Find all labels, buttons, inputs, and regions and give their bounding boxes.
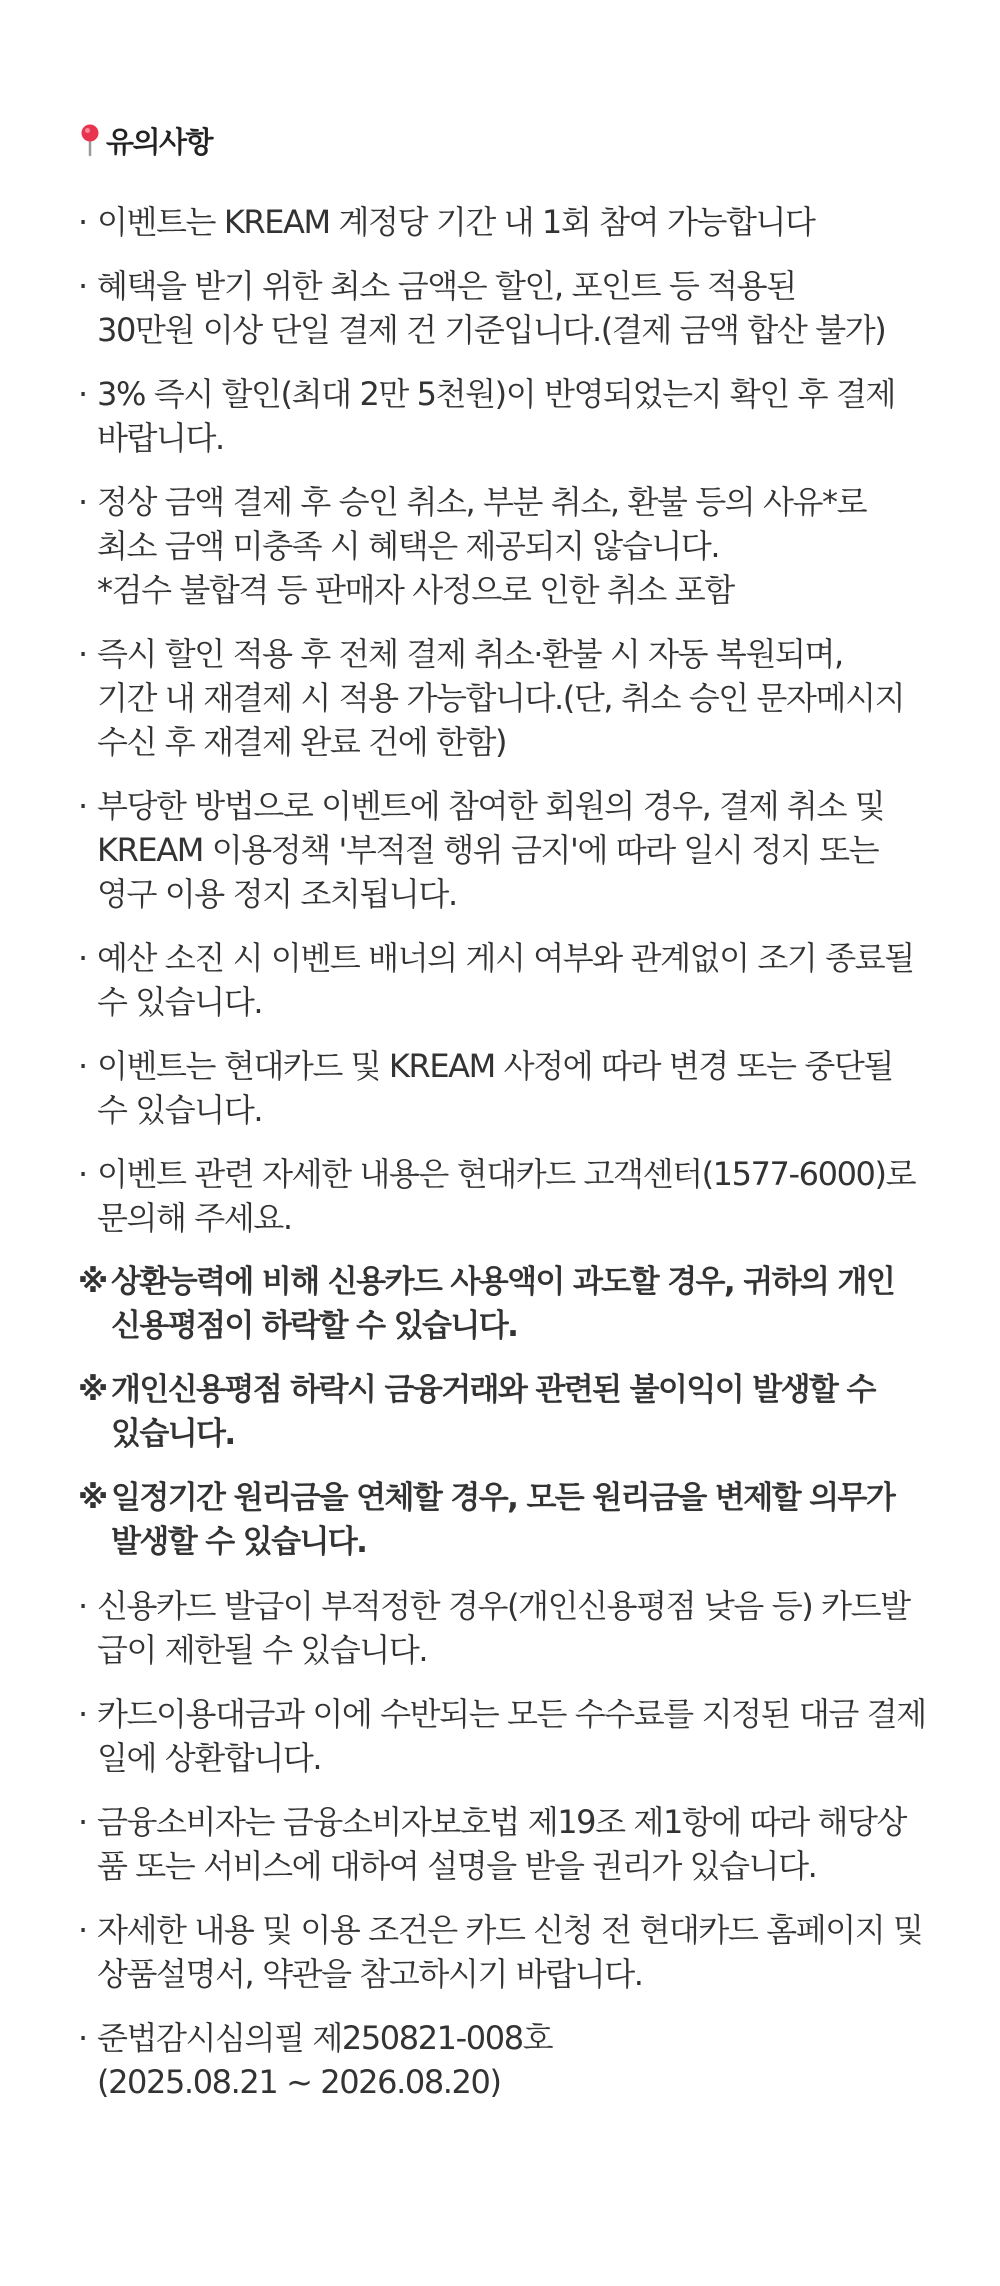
notice-text: 금융소비자는 금융소비자보호법 제19조 제1항에 따라 해당상 품 또는 서비스에 대하여 설명을 받을 권리가 있습니다. <box>97 1803 907 1885</box>
notice-text: 개인신용평점 하락시 금융거래와 관련된 불이익이 발생할 수 있습니다. <box>111 1372 875 1452</box>
warning-item <box>78 1476 930 1564</box>
notice-text: 카드이용대금과 이에 수반되는 모든 수수료를 지정된 대금 결제 일에 상환합니다. <box>97 1695 926 1777</box>
notice-text: 정상 금액 결제 후 승인 취소, 부분 취소, 환불 등의 사유*로 최소 금액 미충족 시 혜택은 제공되지 않습니다. *검수 불합격 등 판매자 사정으로 인한 취소 포함 <box>97 483 867 609</box>
notice-text: 즉시 할인 적용 후 전체 결제 취소·환불 시 자동 복원되며, 기간 내 재결제 시 적용 가능합니다.(단, 취소 승인 문자메시지 수신 후 재결제 완료 건에 한함) <box>97 635 905 761</box>
notice-item <box>78 264 930 352</box>
notice-item <box>78 1800 930 1888</box>
notice-text: 준법감시심의필 제250821-008호 (2025.08.21 ~ 2026.08.20) <box>97 2019 553 2101</box>
warning-item <box>78 1260 930 1348</box>
notice-text: 예산 소진 시 이벤트 배너의 게시 여부와 관계없이 조기 종료될 수 있습니다. <box>97 939 914 1021</box>
notice-item <box>78 200 930 244</box>
notice-item <box>78 372 930 460</box>
warning-item <box>78 1368 930 1456</box>
notice-item <box>78 632 930 764</box>
notice-text: 이벤트는 현대카드 및 KREAM 사정에 따라 변경 또는 중단될 수 있습니다. <box>97 1047 893 1129</box>
notice-item <box>78 1152 930 1240</box>
bullet-mark: · <box>78 1911 87 1949</box>
notice-item <box>78 1692 930 1780</box>
notice-item <box>78 1044 930 1132</box>
bullet-mark: · <box>78 267 87 305</box>
notice-list <box>78 200 930 2104</box>
notice-item <box>78 480 930 612</box>
reference-mark: ※ <box>78 1372 107 1408</box>
notice-text: 신용카드 발급이 부적정한 경우(개인신용평점 낮음 등) 카드발 급이 제한될 수 있습니다. <box>97 1587 910 1669</box>
notice-text: 이벤트는 KREAM 계정당 기간 내 1회 참여 가능합니다 <box>97 203 815 241</box>
pin-icon <box>78 123 102 157</box>
bullet-mark: · <box>78 203 87 241</box>
notice-item <box>78 1908 930 1996</box>
bullet-mark: · <box>78 1047 87 1085</box>
notice-title: 유의사항 <box>106 124 213 159</box>
notice-text: 3% 즉시 할인(최대 2만 5천원)이 반영되었는지 확인 후 결제 바랍니다. <box>97 375 895 457</box>
reference-mark: ※ <box>78 1264 107 1300</box>
notice-item <box>78 784 930 916</box>
notice-heading <box>78 110 930 170</box>
notice-item <box>78 2016 930 2104</box>
notice-text: 자세한 내용 및 이용 조건은 카드 신청 전 현대카드 홈페이지 및 상품설명서, 약관을 참고하시기 바랍니다. <box>97 1911 923 1993</box>
bullet-mark: · <box>78 1155 87 1193</box>
bullet-mark: · <box>78 635 87 673</box>
reference-mark: ※ <box>78 1480 107 1516</box>
bullet-mark: · <box>78 1695 87 1733</box>
bullet-mark: · <box>78 1803 87 1841</box>
notice-item <box>78 936 930 1024</box>
bullet-mark: · <box>78 483 87 521</box>
bullet-mark: · <box>78 787 87 825</box>
notice-text: 상환능력에 비해 신용카드 사용액이 과도할 경우, 귀하의 개인 신용평점이 하락할 수 있습니다. <box>111 1264 895 1344</box>
notice-item <box>78 1584 930 1672</box>
bullet-mark: · <box>78 2019 87 2057</box>
bullet-mark: · <box>78 1587 87 1625</box>
notice-text: 부당한 방법으로 이벤트에 참여한 회원의 경우, 결제 취소 및 KREAM 이용정책 '부적절 행위 금지'에 따라 일시 정지 또는 영구 이용 정지 조치됩니다. <box>97 787 885 913</box>
bullet-mark: · <box>78 375 87 413</box>
notice-text: 혜택을 받기 위한 최소 금액은 할인, 포인트 등 적용된 30만원 이상 단일 결제 건 기준입니다.(결제 금액 합산 불가) <box>97 267 886 349</box>
notice-text: 일정기간 원리금을 연체할 경우, 모든 원리금을 변제할 의무가 발생할 수 있습니다. <box>111 1480 895 1560</box>
notice-text: 이벤트 관련 자세한 내용은 현대카드 고객센터(1577-6000)로 문의해 주세요. <box>97 1155 916 1237</box>
bullet-mark: · <box>78 939 87 977</box>
